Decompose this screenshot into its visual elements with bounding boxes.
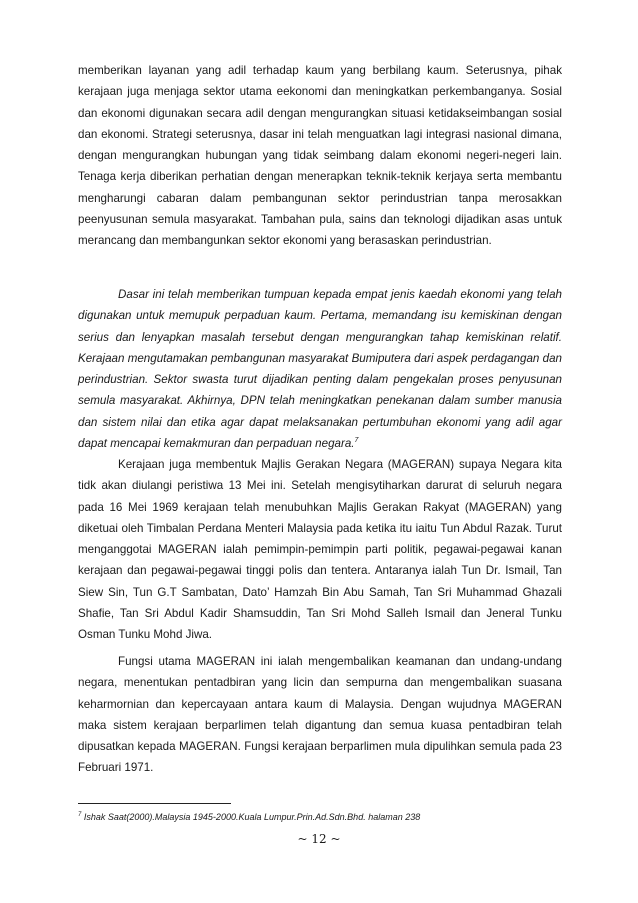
footnote-number: 7 (78, 812, 82, 818)
paragraph-2 (78, 284, 562, 454)
paragraph-1 (78, 60, 562, 252)
paragraph-4-text: Fungsi utama MAGERAN ini ialah mengembalikan keamanan dan undang-undang negara, menentukan pentadbiran yang licin dan sempurna dan mengembalikan suasana keharmornian dan kepercayaan antara kaum di Malaysia. Dengan wujudnya MAGERAN maka sistem kerajaan berparlimen telah digantung dan semua kuasa pentadbiran telah dipusatkan kepada MAGERAN. Fungsi kerajaan berparlimen mula dipulihkan semula pada 23 Februari 1971. (78, 655, 562, 775)
footnote-text: Ishak Saat(2000).Malaysia 1945-2000.Kuala Lumpur.Prin.Ad.Sdn.Bhd. halaman 238 (83, 812, 421, 822)
footnote (78, 811, 562, 823)
footnote-reference[interactable]: 7 (354, 437, 359, 445)
page-number: ~ 12 ~ (297, 832, 341, 846)
paragraph-4 (78, 651, 562, 779)
paragraph-1-text: memberikan layanan yang adil terhadap kaum yang berbilang kaum. Seterusnya, pihak kerajaan juga menjaga sektor utama eekonomi dan meningkatkan perkembanganya. Sosial dan ekonomi digunakan secara adil dengan mengurangkan situasi ketidakseimbangan sosial dan ekonomi. Strategi seterusnya, dasar ini telah menguatkan lagi integrasi nasional dimana, dengan mengurangkan hubungan yang tidak seimbang dalam ekonomi negeri-negeri lain. Tenaga kerja diberikan perhatian dengan menerapkan teknik-teknik kerjaya serta membantu mengharungi cabaran dalam pembangunan sektor perindustrian tanpa merosakkan peenyusunan semula masyarakat. Tambahan pula, sains dan teknologi dijadikan asas untuk merancang dan membangunkan sektor ekonomi yang berasaskan perindustrian. (78, 64, 562, 248)
paragraph-3 (78, 454, 562, 646)
paragraph-2-text: Dasar ini telah memberikan tumpuan kepada empat jenis kaedah ekonomi yang telah digunakan untuk memupuk perpaduan kaum. Pertama, memandang isu kemiskinan dengan serius dan lenyapkan masalah tersebut dengan mengurangkan tahap kemiskinan relatif. Kerajaan mengutamakan pembangunan masyarakat Bumiputera dari aspek perdagangan dan perindustrian. Sektor swasta turut dijadikan penting dalam pengekalan proses penyusunan semula masyarakat. Akhirnya, DPN telah meningkatkan penekanan dalam sumber manusia dan sistem nilai dan etika agar dapat melaksanakan pertumbuhan ekonomi yang adil agar dapat mencapai kemakmuran dan perpaduan negara. (78, 288, 562, 451)
paragraph-3-text: Kerajaan juga membentuk Majlis Gerakan Negara (MAGERAN) supaya Negara kita tidk akan diulangi peristiwa 13 Mei ini. Setelah mengisytiharkan darurat di seluruh negara pada 16 Mei 1969 kerajaan telah menubuhkan Majlis Gerakan Rakyat (MAGERAN) yang diketuai oleh Timbalan Perdana Menteri Malaysia pada ketika itu iaitu Tun Abdul Razak. Turut menganggotai MAGERAN ialah pemimpin-pemimpin parti politik, pegawai-pegawai kanan kerajaan dan pegawai-pegawai tinggi polis dan tentera. Antaranya ialah Tun Dr. Ismail, Tan Siew Sin, Tun G.T Sambatan, Dato’ Hamzah Bin Abu Samah, Tan Sri Muhammad Ghazali Shafie, Tan Sri Abdul Kadir Shamsuddin, Tan Sri Mohd Salleh Ismail dan Jeneral Tunku Osman Tunku Mohd Jiwa. (78, 458, 562, 642)
footnote-divider (78, 803, 231, 804)
